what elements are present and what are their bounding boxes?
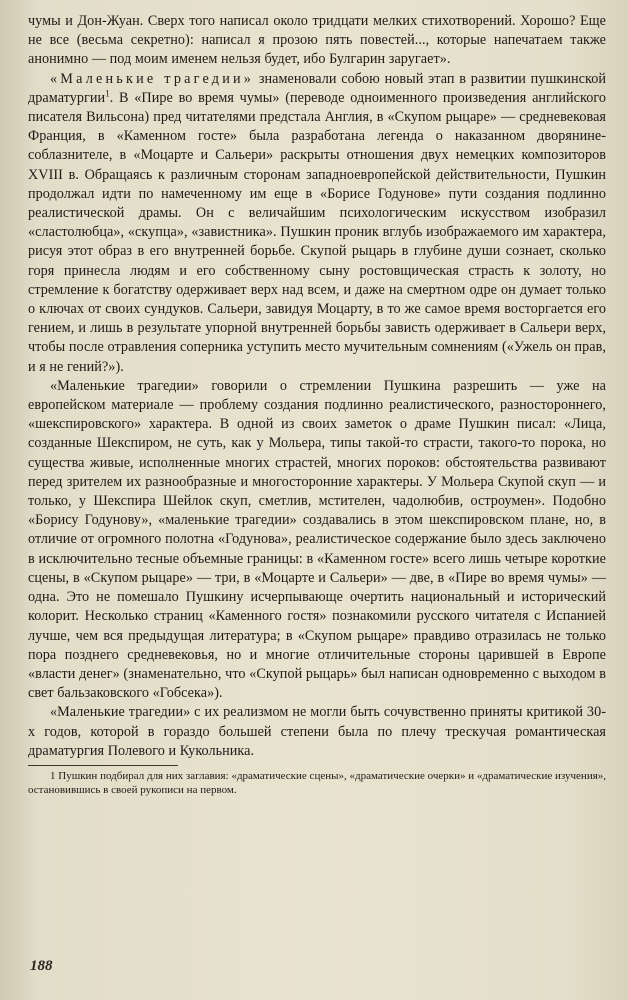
paragraph-2-text: знаменовали собою новый этап в развитии пушкинской драматургии [28, 70, 606, 106]
page-number: 188 [30, 958, 53, 974]
paragraph-3: «Маленькие трагедии» говорили о стремлении Пушкина разрешить — уже на европейском материале — проблему создания подлинно реалистического, разностороннего, «шекспировского» характера. В одной из своих заметок о драме Пушкин писал: «Лица, созданные Шекспиром, не суть, как у Мольера, типы такой-то страсти, такого-то порока, но существа живые, исполненные многих страстей, многих пороков: обстоятельства развивают перед зрителем их разнообразные и многосторонние характеры. У Мольера Скупой скуп — и только, у Шекспира Шейлок скуп, сметлив, мстителен, чадолюбив, остроумен». Подобно «Борису Годунову», «маленькие трагедии» создавались в этом шекспировском плане, но, в отличие от огромного полотна «Годунова», реалистическое содержание было здесь заключено в исключительно тесные объемные границы: в «Каменном госте» всего лишь четыре короткие сцены, в «Скупом рыцаре» — три, в «Моцарте и Сальери» — две, в «Пире во время чумы» — одна. Это не помешало Пушкину исчерпывающе очертить национальный и исторический колорит. Несколько страниц «Каменного гостя» познакомили русского читателя с Испанией лучше, чем вся предыдущая литература; в «Скупом рыцаре» правдиво отразилась не только пора позднего средневековья, но и многие отличительные стороны царившей в Европе «власти денег» (знаменательно, что «Скупой рыцарь» был написан одновременно с выходом в свет бальзаковского «Гобсека»). [28, 377, 606, 702]
footnote [28, 769, 606, 798]
paragraph-1: чумы и Дон-Жуан. Сверх того написал около тридцати мелких стихотворений. Хорошо? Еще не все (весьма секретно): написал я прозою пять повестей..., которые напечатаем также анонимно — под моим именем нельзя будет, ибо Булгарин заругает». [28, 13, 606, 68]
main-text [28, 12, 606, 761]
paragraph-2 [28, 70, 606, 377]
paragraph-4: «Маленькие трагедии» с их реализмом не могли быть сочувственно приняты критикой 30-х годов, которой в гораздо большей степени была по плечу трескучая романтическая драматургия Полевого и Кукольника. [28, 704, 606, 759]
footnote-divider [28, 765, 178, 766]
paragraph-2-text-after: . В «Пире во время чумы» (переводе одноименного произведения английского писателя Вильсона) пред читателями предстала Англия, в «Скупом рыцаре» — средневековая Франция, в «Каменном госте» была разработана легенда о наказанном дворянине-соблазнителе, в «Моцарте и Сальери» раскрыты отношения двух немецких композиторов XVIII в. Обращаясь к различным сторонам западноевропейской действительности, Пушкин продолжал идти по намеченному им еще в «Борисе Годунове» пути создания подлинно реалистической драмы. Он с величайшим психологическим искусством изобразил «сластолюбца», «скупца», «завистника». Пушкин проник вглубь изображаемого им характера, рисуя этот образ в его внутренней борьбе. Скупой рыцарь в глубине души сознает, сколько горя принесла людям и его собственному сыну ростовщическая страсть к золоту, но стремление к богатству одерживает верх над всем, и даже на смертном одре он думает только о ключах от своих сундуков. Сальери, завидуя Моцарту, в то же самое время восторгается его гением, и лишь в результате упорной внутренней борьбы зависть одерживает в Сальери верх, чтобы после отравления соперника уступить место мучительным сомнениям («Ужель он прав, и я не гений?»). [28, 89, 606, 375]
spaced-title: «Маленькие трагедии» [50, 70, 255, 87]
footnote-reference[interactable]: 1 [105, 88, 110, 99]
footnote-text: Пушкин подбирал для них заглавия: «драматические сцены», «драматические очерки» и «драматические изучения», остановившись в своей рукописи на первом. [28, 769, 607, 797]
footnote-mark: 1 [50, 769, 56, 782]
